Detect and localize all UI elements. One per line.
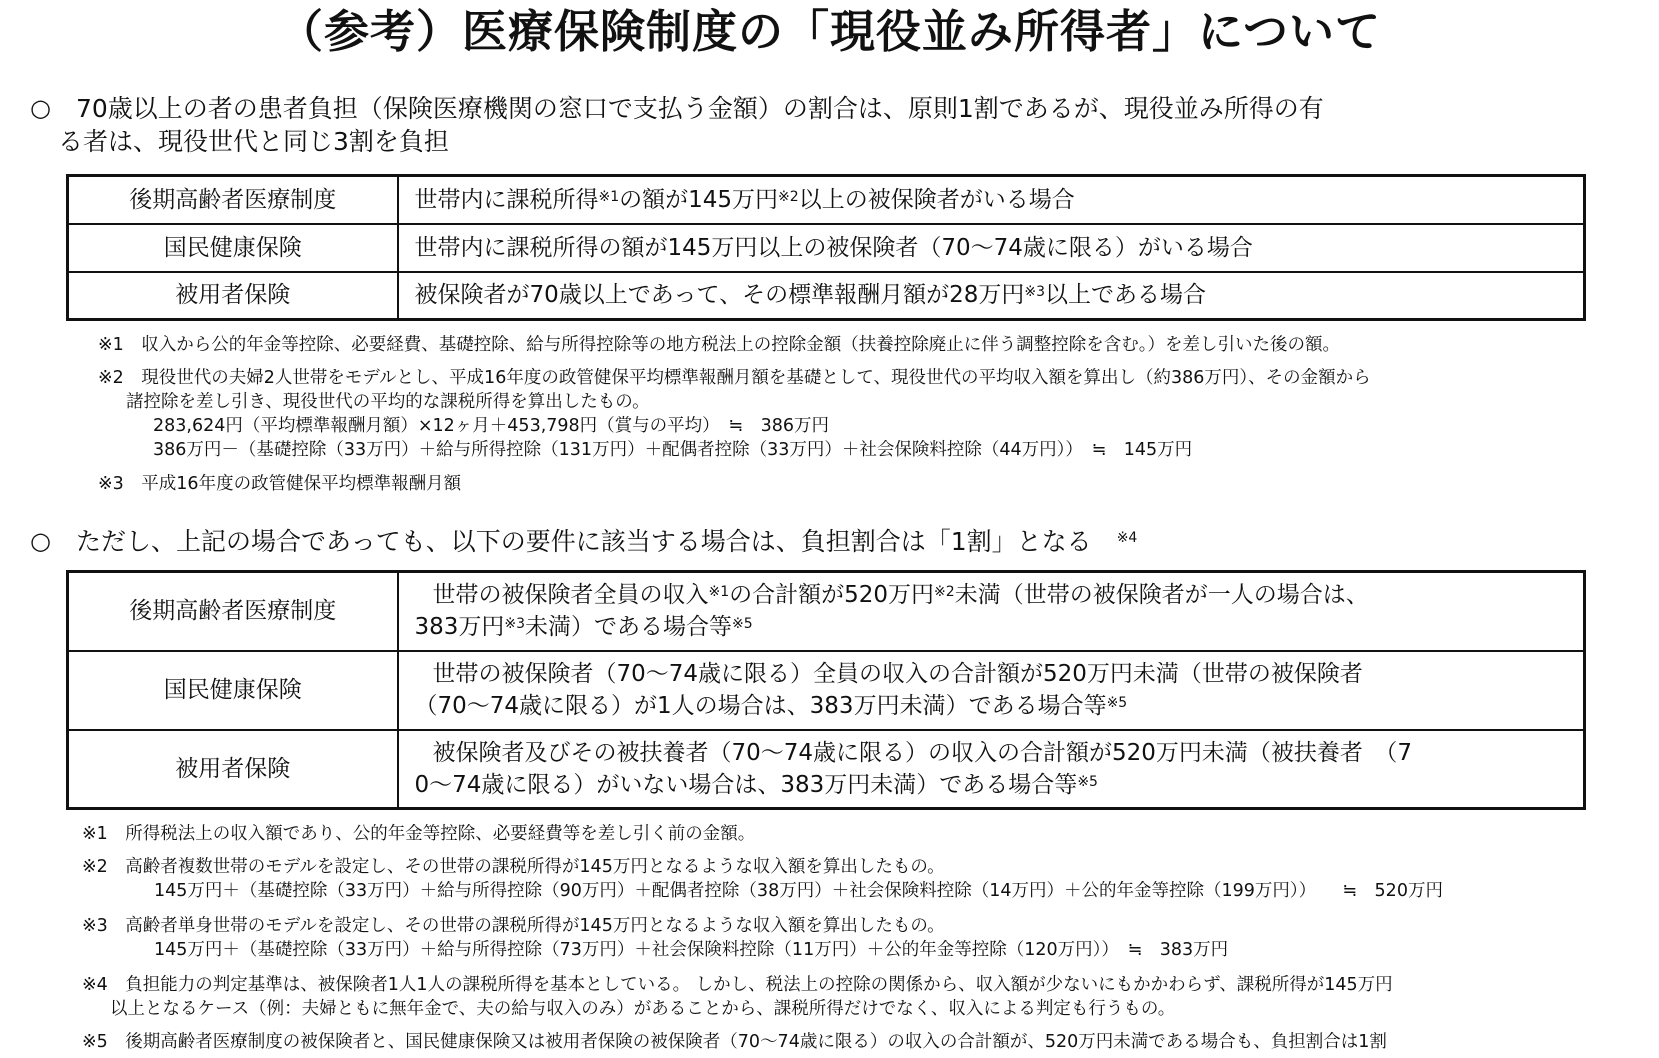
footnote: ※4 負担能力の判定基準は、被保険者1人1人の課税所得を基本としている。 しかし、税法上の控除の関係から、収入額が少ないにもかかわらず、課税所得が145万円 以上となるケース（例：夫婦ともに無年金で、夫の給与収入のみ）があることから、課税所得だけでなく、収入による判定も行うもの。: [82, 975, 1393, 1019]
row-label: 国民健康保険: [68, 224, 398, 272]
bullet-circle-icon: ○: [30, 94, 51, 122]
row-label: 後期高齢者医療制度: [68, 176, 398, 224]
table-row: [68, 730, 1585, 809]
row-condition: 被保険者及びその被扶養者（70～74歳に限る）の収入の合計額が520万円未満（被扶養者 （7 0～74歳に限る）がいない場合は、383万円未満）である場合等$^{※5}$: [398, 730, 1585, 809]
section2-table: [66, 570, 1586, 810]
table-row: [68, 272, 1585, 320]
table-row: [68, 224, 1585, 272]
row-condition: 世帯内に課税所得$^{※1}$の額が145万円$^{※2}$以上の被保険者がいる場合: [398, 176, 1585, 224]
footnote: ※3 平成16年度の政管健保平均標準報酬月額: [98, 474, 462, 494]
section1-intro-line1: 70歳以上の者の患者負担（保険医療機関の窓口で支払う金額）の割合は、原則1割であるが、現役並み所得の有: [76, 94, 1324, 123]
row-condition: 被保険者が70歳以上であって、その標準報酬月額が28万円$^{※3}$以上である場合: [398, 272, 1585, 320]
row-condition: 世帯内に課税所得の額が145万円以上の被保険者（70～74歳に限る）がいる場合: [398, 224, 1585, 272]
section1-intro-line2: る者は、現役世代と同じ3割を負担: [58, 127, 449, 156]
footnote: ※2 現役世代の夫婦2人世帯をモデルとし、平成16年度の政管健保平均標準報酬月額を基礎として、現役世代の平均収入額を算出し（約386万円）、その金額から 諸控除を差し引き、現役世代の平均的な課税所得を算出したもの。 283,624円（平均標準報酬月額）×12ヶ月＋453,798円（賞与の平均） ≒ 386万円 386万円－（基礎控除（33万円）＋給与所得控除（131万円）＋配偶者控除（33万円）＋社会保険料控除（44万円）） ≒ 145万円: [98, 368, 1371, 460]
section2-intro-line1: ただし、上記の場合であっても、以下の要件に該当する場合は、負担割合は「1割」となる: [76, 527, 1092, 556]
section1-table: [66, 174, 1586, 321]
footnote: ※1 所得税法上の収入額であり、公的年金等控除、必要経費等を差し引く前の金額。: [82, 824, 756, 844]
footnote: ※3 高齢者単身世帯のモデルを設定し、その世帯の課税所得が145万円となるような収入額を算出したもの。 145万円＋（基礎控除（33万円）＋給与所得控除（73万円）＋社会保険料控除（11万円）＋公的年金等控除（120万円）） ≒ 383万円: [82, 916, 1229, 960]
table-row: [68, 176, 1585, 224]
row-label: 被用者保険: [68, 730, 398, 809]
bullet-circle-icon: ○: [30, 527, 51, 555]
footnote: ※5 後期高齢者医療制度の被保険者と、国民健康保険又は被用者保険の被保険者（70～74歳に限る）の収入の合計額が、520万円未満である場合も、負担割合は1割: [82, 1032, 1387, 1052]
row-label: 被用者保険: [68, 272, 398, 320]
table-row: [68, 572, 1585, 651]
section1-intro: [30, 92, 1630, 158]
footnote: ※1 収入から公的年金等控除、必要経費、基礎控除、給与所得控除等の地方税法上の控除金額（扶養控除廃止に伴う調整控除を含む。）を差し引いた後の額。: [98, 335, 1341, 355]
table-row: [68, 651, 1585, 730]
footnote: ※2 高齢者複数世帯のモデルを設定し、その世帯の課税所得が145万円となるような収入額を算出したもの。 145万円＋（基礎控除（33万円）＋給与所得控除（90万円）＋配偶者控除（38万円）＋社会保険料控除（14万円）＋公的年金等控除（199万円）） ≒ 520万円: [82, 857, 1443, 901]
row-label: 国民健康保険: [68, 651, 398, 730]
row-condition: 世帯の被保険者全員の収入$^{※1}$の合計額が520万円$^{※2}$未満（世帯の被保険者が一人の場合は、 383万円$^{※3}$未満）である場合等$^{※5}$: [398, 572, 1585, 651]
section2-intro: ○ ただし、上記の場合であっても、以下の要件に該当する場合は、負担割合は「1割」となる $^{※4}$: [30, 527, 1138, 556]
row-label: 後期高齢者医療制度: [68, 572, 398, 651]
row-condition: 世帯の被保険者（70～74歳に限る）全員の収入の合計額が520万円未満（世帯の被保険者 （70～74歳に限る）が1人の場合は、383万円未満）である場合等$^{※5}$: [398, 651, 1585, 730]
page-title: （参考）医療保険制度の「現役並み所得者」について: [277, 5, 1382, 58]
